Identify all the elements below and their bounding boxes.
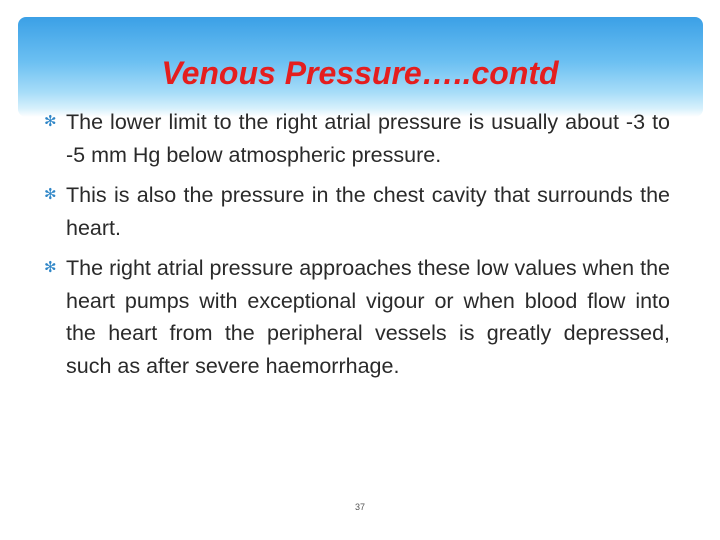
bullet-item	[44, 252, 670, 382]
bullet-item	[44, 179, 670, 244]
asterisk-bullet-icon: ✻	[44, 113, 57, 130]
bullet-item	[44, 106, 670, 171]
asterisk-bullet-icon: ✻	[44, 186, 57, 203]
bullet-text: The right atrial pressure approaches these low values when the heart pumps with exceptional vigour or when blood flow into the heart from the peripheral vessels is greatly depressed, such as after severe haemorrhage.	[66, 256, 670, 378]
asterisk-bullet-icon: ✻	[44, 259, 57, 276]
page-number: 37	[354, 502, 365, 512]
bullet-list	[44, 106, 670, 390]
bullet-text: The lower limit to the right atrial pressure is usually about -3 to -5 mm Hg below atmospheric pressure.	[66, 110, 670, 167]
bullet-text: This is also the pressure in the chest cavity that surrounds the heart.	[66, 183, 670, 240]
slide-title: Venous Pressure…..contd	[161, 55, 559, 91]
